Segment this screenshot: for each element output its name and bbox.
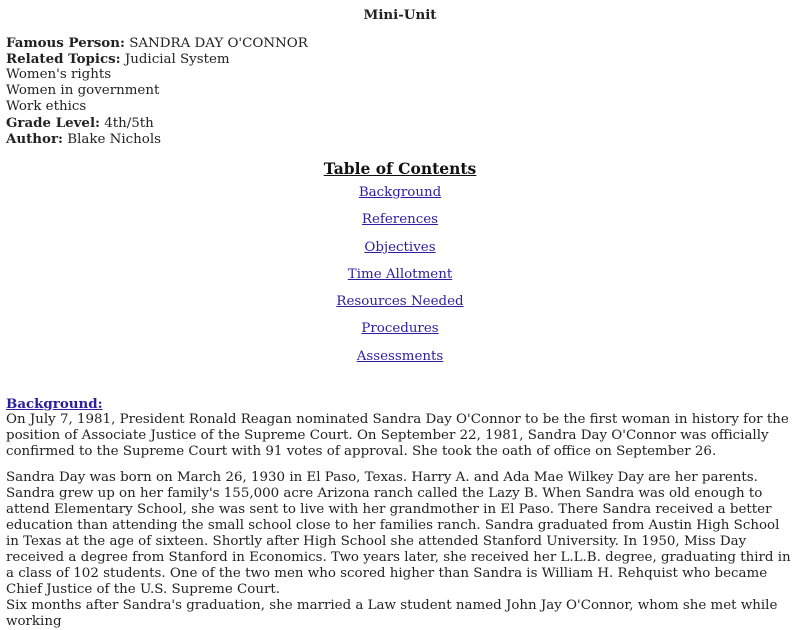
topic-item: Work ethics [6, 99, 87, 114]
background-paragraph: Sandra Day was born on March 26, 1930 in El Paso, Texas. Harry A. and Ada Mae Wilkey Day are her parents. Sandra grew up on her family's 155,000 acre Arizona ranch called the Lazy B. When Sandra was old enough to attend Elementary School, she was sent to live with her grandmother in El Paso. There Sandra received a better education than attending the small school close to her families ranch. Sandra graduated from Austin High School in Texas at the age of sixteen. Shortly after High School she attended Stanford University. In 1950, Miss Day received a degree from Stanford in Economics. Two years later, she received her L.L.B. degree, graduating third in a class of 102 students. One of the two men who scored higher than Sandra is William H. Rehquist who became Chief Justice of the U.S. Supreme Court. [6, 470, 791, 598]
unit-metadata [6, 35, 794, 147]
toc-link-time-allotment[interactable]: Time Allotment [347, 266, 453, 282]
related-topics-row [6, 51, 794, 67]
background-paragraph: Six months after Sandra's graduation, she married a Law student named John Jay O'Connor, whom she met while working [6, 598, 778, 630]
grade-level-label: Grade Level: [6, 115, 100, 131]
toc-list [6, 185, 794, 376]
grade-level-row [6, 115, 794, 131]
toc-link-references[interactable]: References [361, 212, 439, 228]
toc-link-background[interactable]: Background [358, 185, 442, 200]
related-topics-label: Related Topics: [6, 51, 121, 67]
toc-link-objectives[interactable]: Objectives [364, 239, 436, 255]
famous-person-row [6, 35, 794, 51]
page-title: Mini-Unit [363, 7, 437, 23]
author-row [6, 131, 794, 147]
famous-person-value: SANDRA DAY O'CONNOR [129, 36, 308, 51]
document-page [0, 7, 800, 630]
author-label: Author: [6, 131, 63, 147]
grade-level-value: 4th/5th [104, 116, 154, 131]
toc-link-assessments[interactable]: Assessments [356, 348, 444, 364]
table-of-contents [6, 159, 794, 376]
related-topics-value: Judicial System [124, 52, 230, 67]
topic-item: Women's rights [6, 67, 112, 82]
toc-link-resources-needed[interactable]: Resources Needed [336, 294, 464, 310]
toc-heading: Table of Contents [323, 159, 477, 178]
topic-item: Women in government [6, 83, 160, 98]
famous-person-label: Famous Person: [6, 35, 125, 51]
author-value: Blake Nichols [67, 132, 161, 147]
background-paragraph: On July 7, 1981, President Ronald Reagan nominated Sandra Day O'Connor to be the first woman in history for the position of Associate Justice of the Supreme Court. On September 22, 1981, Sandra Day O'Connor was officially confirmed to the Supreme Court with 91 votes of approval. She took the oath of office on September 26. [6, 412, 789, 460]
background-section [6, 396, 794, 630]
toc-link-procedures[interactable]: Procedures [361, 321, 439, 337]
background-anchor-heading[interactable]: Background: [6, 396, 103, 413]
